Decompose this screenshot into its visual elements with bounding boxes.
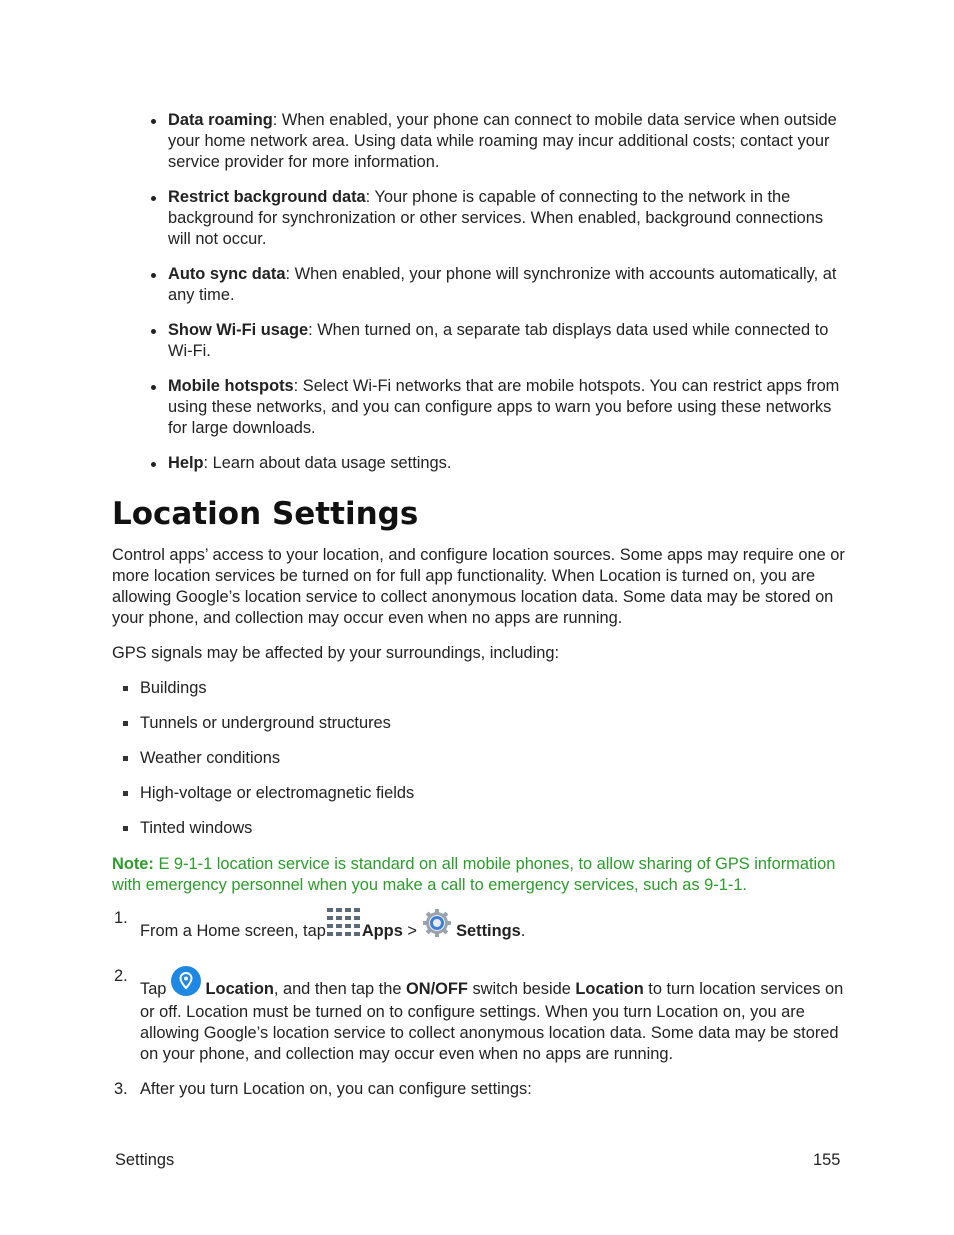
option-term: Auto sync data	[168, 265, 286, 283]
list-item-text: High-voltage or electromagnetic fields	[140, 784, 415, 802]
step-text: After you turn Location on, you can configure settings:	[140, 1080, 532, 1098]
footer-page-number: 155	[813, 1151, 841, 1169]
bullet-dot	[151, 273, 156, 278]
list-item	[148, 187, 848, 250]
settings-label: Settings	[456, 922, 521, 940]
step-item	[112, 966, 852, 1065]
list-item	[148, 110, 848, 173]
gps-intro: GPS signals may be affected by your surroundings, including:	[112, 644, 560, 662]
option-term: Mobile hotspots	[168, 377, 294, 395]
list-item-text: Tinted windows	[140, 819, 253, 837]
bullet-dot	[151, 385, 156, 390]
step-text: Tap	[140, 980, 171, 998]
list-item	[148, 453, 848, 474]
option-description: : Your phone is capable of connecting to the network in the background for synchronization or other services. When enabled, background connections will not occur.	[168, 188, 824, 248]
square-bullet	[123, 721, 128, 726]
step-number: 1.	[114, 909, 128, 927]
apps-label: Apps	[361, 922, 403, 940]
footer-section-name: Settings	[115, 1151, 175, 1169]
note-text: E 9-1-1 location service is standard on all mobile phones, to allow sharing of GPS information with emergency personnel when you make a call to emergency services, such as 9-1-1.	[112, 855, 836, 894]
bullet-dot	[151, 462, 156, 467]
section-heading: Location Settings	[112, 496, 419, 532]
apps-grid-icon	[326, 908, 362, 944]
option-description: : Select Wi-Fi networks that are mobile hotspots. You can restrict apps from using these networks, and you can configure apps to warn you before using these networks for large downloads.	[168, 377, 840, 437]
square-bullet	[123, 791, 128, 796]
option-term: Help	[168, 454, 204, 472]
option-description: : Learn about data usage settings.	[203, 454, 452, 472]
list-item-text: Buildings	[140, 679, 207, 697]
square-bullet	[123, 826, 128, 831]
bullet-dot	[151, 329, 156, 334]
list-item	[148, 264, 848, 306]
list-item	[120, 678, 414, 713]
list-item	[120, 748, 414, 783]
square-bullet	[123, 756, 128, 761]
option-term: Data roaming	[168, 111, 273, 129]
bullet-dot	[151, 196, 156, 201]
square-bullet	[123, 686, 128, 691]
step-number: 3.	[114, 1080, 128, 1098]
step-text: to turn location services on or off. Location must be turned on to configure settings. When you turn Location on, you are allowing Google’s location service to collect anonymous location data. Some data may be stored on your phone, and collection may occur even when no apps are running.	[140, 980, 844, 1063]
option-term: Restrict background data	[168, 188, 366, 206]
note-label: Note:	[112, 855, 154, 873]
data-usage-options-list	[148, 110, 848, 488]
option-term: Show Wi-Fi usage	[168, 321, 309, 339]
step-item	[112, 1079, 852, 1100]
option-description: : When turned on, a separate tab displays data used while connected to Wi-Fi.	[168, 321, 829, 360]
bullet-dot	[151, 119, 156, 124]
step-text: , and then tap the	[273, 980, 406, 998]
list-item	[120, 783, 414, 818]
location-label: Location	[205, 980, 274, 998]
list-item-text: Tunnels or underground structures	[140, 714, 391, 732]
note-paragraph	[112, 854, 847, 896]
location-label: Location	[575, 980, 644, 998]
list-item	[148, 376, 848, 439]
list-item-text: Weather conditions	[140, 749, 281, 767]
step-text: switch beside	[467, 980, 576, 998]
list-item	[120, 818, 414, 853]
steps-list	[112, 908, 852, 1100]
step-text: From a Home screen, tap	[140, 922, 326, 940]
list-item	[120, 713, 414, 748]
list-item	[148, 320, 848, 362]
intro-paragraph: Control apps’ access to your location, and configure location sources. Some apps may require one or more location services be turned on for full app functionality. When Location is turned on, you are allowing Google’s location service to collect anonymous location data. Some data may be stored on your phone, and collection may occur even when no apps are running.	[112, 546, 845, 627]
settings-gear-icon	[422, 908, 452, 944]
surroundings-list	[120, 678, 414, 853]
location-pin-icon	[171, 966, 201, 1002]
step-text: .	[520, 922, 526, 940]
separator: >	[402, 922, 422, 940]
step-number: 2.	[114, 967, 128, 985]
onoff-label: ON/OFF	[406, 980, 468, 998]
step-item	[112, 908, 852, 944]
option-description: : When enabled, your phone can connect to mobile data service when outside your home network area. Using data while roaming may incur additional costs; contact your service provider for more information.	[168, 111, 837, 171]
option-description: : When enabled, your phone will synchronize with accounts automatically, at any time.	[168, 265, 837, 304]
